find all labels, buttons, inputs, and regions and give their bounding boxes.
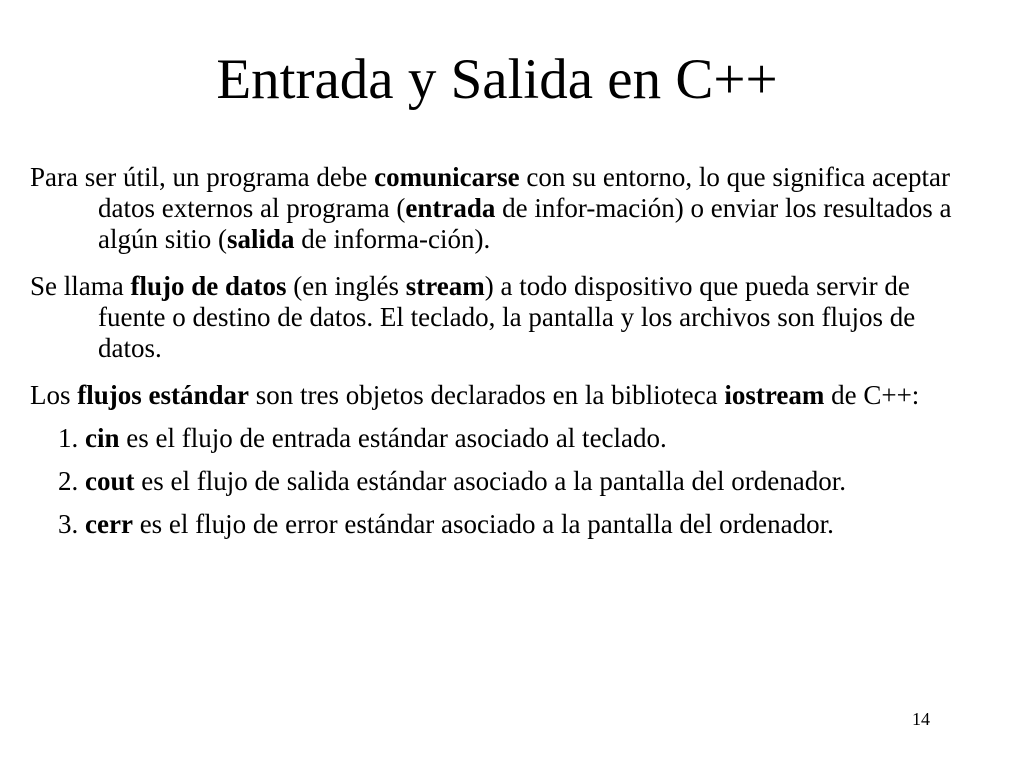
- list-item-term: cout: [85, 466, 135, 496]
- bold-term-iostream: iostream: [724, 380, 825, 410]
- paragraph-text: (en inglés: [286, 271, 406, 301]
- bold-term-salida: salida: [227, 224, 295, 254]
- paragraph-flujos-estandar: [30, 380, 980, 411]
- paragraph-text: Para ser útil, un programa debe: [30, 162, 375, 192]
- list-item-cin: [30, 423, 980, 454]
- paragraph-text: con su entorno, lo que significa aceptar datos externos al programa (: [98, 162, 950, 223]
- bold-term-flujos-estandar: flujos estándar: [77, 380, 250, 410]
- paragraph-text: de infor-mación) o enviar los resultados a algún sitio (: [98, 193, 952, 254]
- list-item-cerr: [30, 509, 980, 540]
- paragraph-text: son tres objetos declarados en la biblioteca: [249, 380, 725, 410]
- slide-body: [30, 162, 980, 540]
- page-number: 14: [912, 709, 930, 729]
- paragraph-comunicacion: [30, 162, 980, 255]
- list-item-term: cin: [85, 423, 120, 453]
- bold-term-stream: stream: [405, 271, 485, 301]
- bold-term-entrada: entrada: [405, 193, 496, 223]
- paragraph-flujo-datos: [30, 271, 980, 364]
- list-item-text: es el flujo de error estándar asociado a la pantalla del ordenador.: [132, 509, 834, 539]
- paragraph-text: Se llama: [30, 271, 131, 301]
- paragraph-text: Los: [30, 380, 78, 410]
- list-item-term: cerr: [85, 509, 133, 539]
- paragraph-text: ) a todo dispositivo que pueda servir de fuente o destino de datos. El teclado, la pantalla y los archivos son flujos de datos.: [98, 271, 916, 363]
- list-item-number: 1.: [58, 423, 85, 453]
- bold-term-comunicarse: comunicarse: [374, 162, 520, 192]
- bold-term-flujo-de-datos: flujo de datos: [130, 271, 287, 301]
- paragraph-text: de informa-ción).: [294, 224, 491, 254]
- list-item-number: 2.: [58, 466, 85, 496]
- list-item-number: 3.: [58, 509, 85, 539]
- list-item-text: es el flujo de salida estándar asociado a la pantalla del ordenador.: [134, 466, 846, 496]
- list-item-cout: [30, 466, 980, 497]
- slide-title: Entrada y Salida en C++: [216, 48, 778, 111]
- paragraph-text: de C++:: [824, 380, 920, 410]
- list-item-text: es el flujo de entrada estándar asociado al teclado.: [119, 423, 667, 453]
